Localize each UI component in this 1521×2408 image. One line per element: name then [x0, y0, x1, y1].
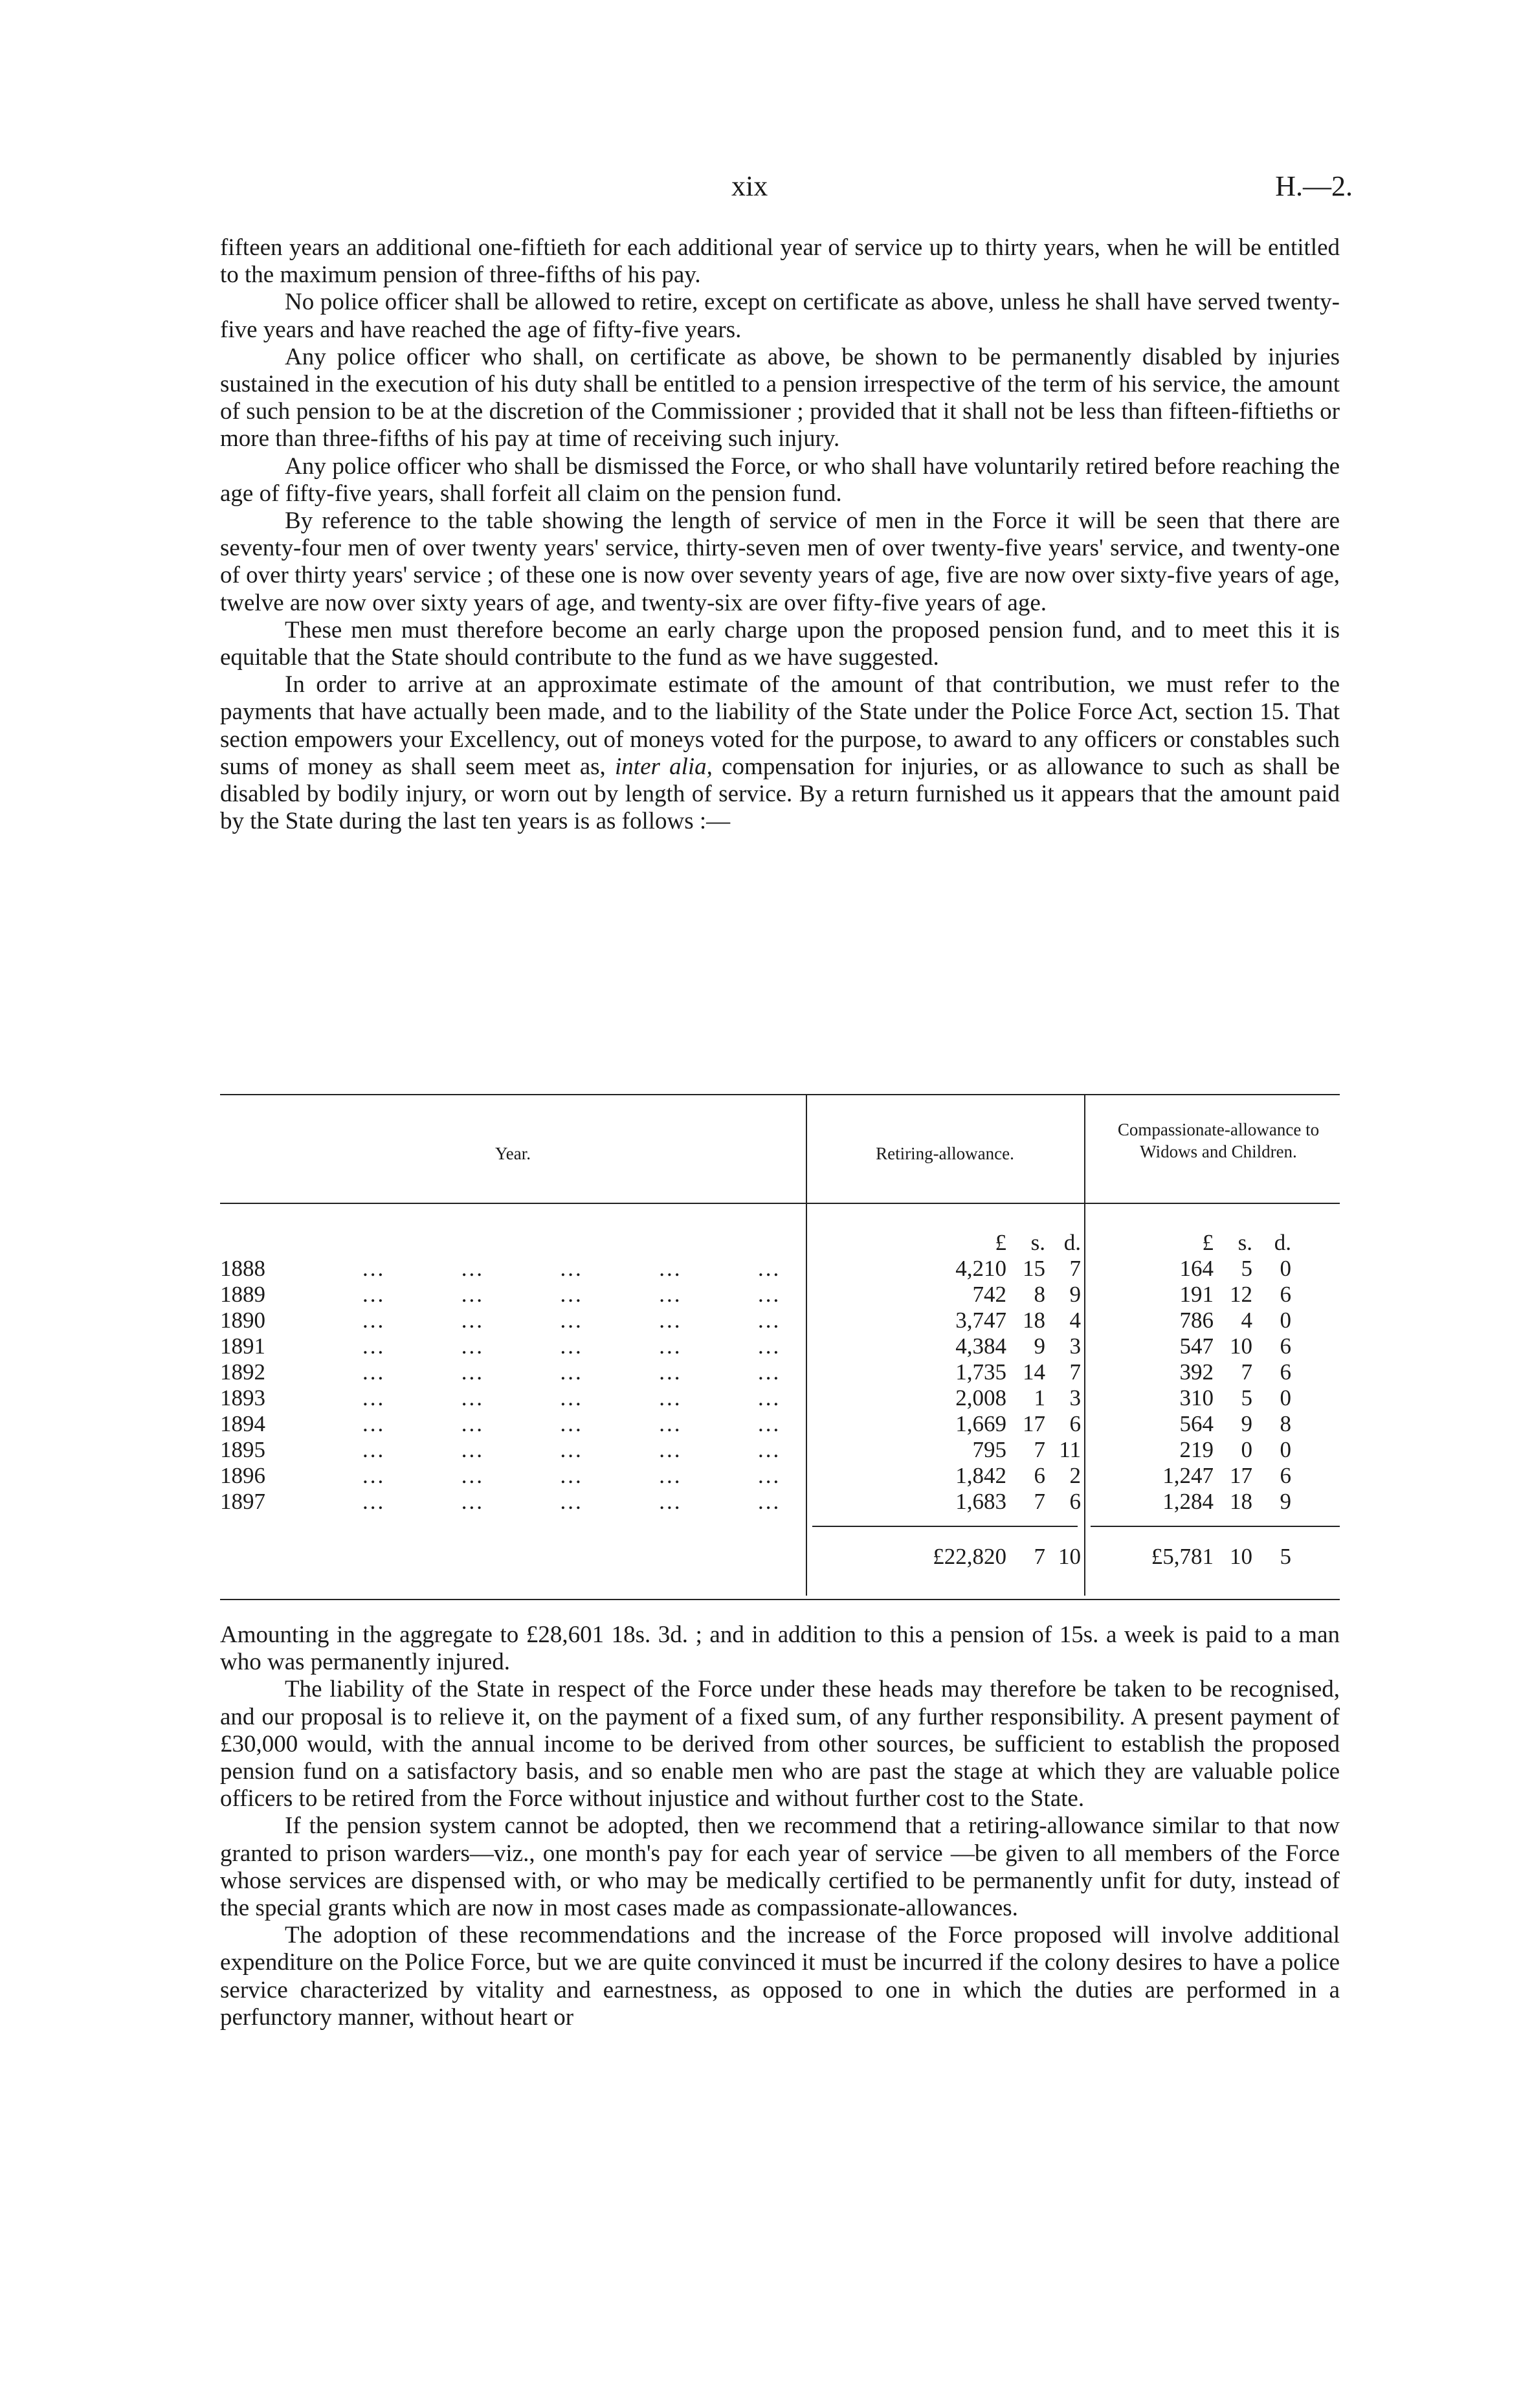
retiring-pounds: 1,735 — [955, 1359, 1006, 1385]
retiring-total-shillings: 7 — [1034, 1544, 1045, 1569]
retiring-pence: 6 — [1069, 1411, 1081, 1436]
retiring-pence: 2 — [1069, 1463, 1081, 1488]
header-year: Year. — [494, 1144, 531, 1163]
header-retiring: Retiring-allowance. — [876, 1144, 1014, 1163]
paragraph: The adoption of these recommendations and the increase of the Force proposed will involve additional expenditure on the Police Force, but we are quite convinced it must be incurred if the colony desires to have a police service characterized by vitality and earnestness, as opposed to one in which the duties are performed in a perfunctory manner, without heart or — [220, 1922, 1340, 2031]
retiring-pounds: 1,669 — [955, 1411, 1006, 1436]
year-cell: 1891 — [220, 1333, 265, 1359]
year-cell: 1895 — [220, 1437, 265, 1462]
column-rule — [806, 1094, 807, 1596]
unit-pence: d. — [1063, 1230, 1081, 1255]
leader-dots: ... ... ... ... ... — [362, 1385, 781, 1410]
italic-phrase: inter alia, — [615, 753, 713, 780]
totals-rule — [812, 1526, 1078, 1527]
retiring-shillings: 9 — [1034, 1333, 1045, 1359]
header-rule — [220, 1203, 1340, 1204]
compassionate-pence: 0 — [1280, 1385, 1291, 1410]
paragraph: In order to arrive at an approximate estimate of the amount of that contribution, we must refer to the payments that have actually been made, and to the liability of the State under the Police Force Act, section 15. That section empowers your Excellency, out of moneys voted for the purpose, to award to any officers or constables such sums of money as shall seem meet as, inter alia, compensation for injuries, or as allowance to such as shall be disabled by bodily injury, or worn out by length of service. By a return furnished us it appears that the amount paid by the State during the last ten years is as follows :— — [220, 671, 1340, 835]
compassionate-shillings: 17 — [1230, 1463, 1252, 1488]
paragraph: No police officer shall be allowed to retire, except on certificate as above, unless he shall have served twenty-five years and have reached the age of fifty-five years. — [220, 289, 1340, 343]
retiring-pence: 11 — [1059, 1437, 1081, 1462]
header-compassionate: Compassionate-allowance to Widows and Children. — [1117, 1120, 1320, 1161]
retiring-total-pence: 10 — [1058, 1544, 1081, 1569]
paragraph: If the pension system cannot be adopted, then we recommend that a retiring-allowance similar to that now granted to prison warders—viz., one month's pay for each year of service —be given to all members of the Force whose services are dispensed with, or who may be medically certified to be permanently unfit for duty, instead of the special grants which are now in most cases made as compassionate-allowances. — [220, 1812, 1340, 1922]
totals-rule — [1091, 1526, 1340, 1527]
retiring-total-pounds: £22,820 — [933, 1544, 1006, 1569]
retiring-pence: 7 — [1069, 1359, 1081, 1385]
table-top-rule — [220, 1094, 1340, 1095]
body-text-bottom — [220, 1622, 1340, 2031]
retiring-pounds: 795 — [972, 1437, 1006, 1462]
year-cell: 1892 — [220, 1359, 265, 1385]
year-cell: 1893 — [220, 1385, 265, 1410]
paragraph: By reference to the table showing the length of service of men in the Force it will be seen that there are seventy-four men of over twenty years' service, thirty-seven men of over twenty-five years' service, and twenty-one of over thirty years' service ; of these one is now over seventy years of age, five are now over sixty-five years of age, twelve are now over sixty years of age, and twenty-six are over fifty-five years of age. — [220, 507, 1340, 616]
compassionate-pounds: 164 — [1179, 1256, 1214, 1281]
retiring-shillings: 15 — [1023, 1256, 1045, 1281]
retiring-pence: 4 — [1069, 1308, 1081, 1333]
compassionate-pence: 6 — [1280, 1333, 1291, 1359]
retiring-pounds: 4,210 — [955, 1256, 1006, 1281]
retiring-shillings: 17 — [1023, 1411, 1045, 1436]
leader-dots: ... ... ... ... ... — [362, 1256, 781, 1281]
retiring-pounds: 1,842 — [955, 1463, 1006, 1488]
compassionate-total-pounds: £5,781 — [1151, 1544, 1214, 1569]
paragraph: Any police officer who shall be dismissed the Force, or who shall have voluntarily retired before reaching the age of fifty-five years, shall forfeit all claim on the pension fund. — [220, 452, 1340, 507]
retiring-pounds: 2,008 — [955, 1385, 1006, 1410]
leader-dots: ... ... ... ... ... — [362, 1333, 781, 1359]
paragraph: Any police officer who shall, on certificate as above, be shown to be permanently disabled by injuries sustained in the execution of his duty shall be entitled to a pension irrespective of the term of his service, the amount of such pension to be at the discretion of the Commissioner ; provided that it shall not be less than fifteen-fiftieths or more than three-fifths of his pay at time of receiving such injury. — [220, 343, 1340, 452]
compassionate-pence: 0 — [1280, 1308, 1291, 1333]
body-text-top — [220, 234, 1340, 835]
leader-dots: ... ... ... ... ... — [362, 1437, 781, 1462]
paragraph: The liability of the State in respect of the Force under these heads may therefore be taken to be recognised, and our proposal is to relieve it, on the payment of a fixed sum, of any further responsibility. A present payment of £30,000 would, with the annual income to be derived from other sources, be sufficient to establish the proposed pension fund on a satisfactory basis, and so enable men who are past the stage at which they are valuable police officers to be retired from the Force without injustice and without further cost to the State. — [220, 1676, 1340, 1812]
compassionate-pence: 6 — [1280, 1359, 1291, 1385]
compassionate-total-pence: 5 — [1280, 1544, 1291, 1569]
retiring-pence: 3 — [1069, 1333, 1081, 1359]
unit-pounds: £ — [1202, 1230, 1214, 1255]
retiring-pence: 9 — [1069, 1282, 1081, 1307]
retiring-pounds: 4,384 — [955, 1333, 1006, 1359]
compassionate-pounds: 392 — [1179, 1359, 1214, 1385]
compassionate-pounds: 219 — [1179, 1437, 1214, 1462]
retiring-pounds: 1,683 — [955, 1489, 1006, 1514]
retiring-pence: 3 — [1069, 1385, 1081, 1410]
page-header — [0, 170, 1521, 208]
compassionate-pounds: 1,284 — [1162, 1489, 1214, 1514]
retiring-pounds: 742 — [972, 1282, 1006, 1307]
paragraph: fifteen years an additional one-fiftieth for each additional year of service up to thirty years, when he will be entitled to the maximum pension of three-fifths of his pay. — [220, 234, 1340, 289]
compassionate-shillings: 9 — [1241, 1411, 1252, 1436]
compassionate-pounds: 564 — [1179, 1411, 1214, 1436]
compassionate-pence: 8 — [1280, 1411, 1291, 1436]
year-cell: 1896 — [220, 1463, 265, 1488]
unit-shillings: s. — [1238, 1230, 1252, 1255]
unit-shillings: s. — [1030, 1230, 1045, 1255]
compassionate-pounds: 310 — [1179, 1385, 1214, 1410]
leader-dots: ... ... ... ... ... — [362, 1308, 781, 1333]
compassionate-shillings: 18 — [1230, 1489, 1252, 1514]
document-reference: H.—2. — [1275, 170, 1353, 202]
retiring-pence: 7 — [1069, 1256, 1081, 1281]
compassionate-shillings: 5 — [1241, 1256, 1252, 1281]
leader-dots: ... ... ... ... ... — [362, 1359, 781, 1385]
compassionate-pounds: 191 — [1179, 1282, 1214, 1307]
leader-dots: ... ... ... ... ... — [362, 1463, 781, 1488]
retiring-shillings: 6 — [1034, 1463, 1045, 1488]
retiring-pounds: 3,747 — [955, 1308, 1006, 1333]
leader-dots: ... ... ... ... ... — [362, 1489, 781, 1514]
paragraph: Amounting in the aggregate to £28,601 18s. 3d. ; and in addition to this a pension of 15s. a week is paid to a man who was permanently injured. — [220, 1622, 1340, 1676]
compassionate-pence: 9 — [1280, 1489, 1291, 1514]
year-cell: 1890 — [220, 1308, 265, 1333]
page-number: xix — [731, 170, 768, 202]
compassionate-pence: 0 — [1280, 1256, 1291, 1281]
retiring-shillings: 18 — [1023, 1308, 1045, 1333]
unit-pounds: £ — [995, 1230, 1006, 1255]
retiring-shillings: 14 — [1023, 1359, 1045, 1385]
compassionate-shillings: 4 — [1241, 1308, 1252, 1333]
compassionate-shillings: 0 — [1241, 1437, 1252, 1462]
unit-pence: d. — [1274, 1230, 1291, 1255]
retiring-shillings: 8 — [1034, 1282, 1045, 1307]
compassionate-pounds: 1,247 — [1162, 1463, 1214, 1488]
table-bottom-rule — [220, 1599, 1340, 1600]
compassionate-shillings: 10 — [1230, 1333, 1252, 1359]
column-rule — [1084, 1094, 1085, 1596]
year-cell: 1897 — [220, 1489, 265, 1514]
compassionate-pence: 6 — [1280, 1463, 1291, 1488]
retiring-shillings: 7 — [1034, 1489, 1045, 1514]
compassionate-shillings: 12 — [1230, 1282, 1252, 1307]
compassionate-pence: 6 — [1280, 1282, 1291, 1307]
compassionate-total-shillings: 10 — [1230, 1544, 1252, 1569]
compassionate-pounds: 547 — [1179, 1333, 1214, 1359]
compassionate-shillings: 5 — [1241, 1385, 1252, 1410]
year-cell: 1889 — [220, 1282, 265, 1307]
year-cell: 1894 — [220, 1411, 265, 1436]
paragraph: These men must therefore become an early charge upon the proposed pension fund, and to meet this it is equitable that the State should contribute to the fund as we have suggested. — [220, 616, 1340, 671]
compassionate-pounds: 786 — [1179, 1308, 1214, 1333]
year-cell: 1888 — [220, 1256, 265, 1281]
retiring-shillings: 1 — [1034, 1385, 1045, 1410]
retiring-pence: 6 — [1069, 1489, 1081, 1514]
compassionate-pence: 0 — [1280, 1437, 1291, 1462]
compassionate-shillings: 7 — [1241, 1359, 1252, 1385]
leader-dots: ... ... ... ... ... — [362, 1282, 781, 1307]
retiring-shillings: 7 — [1034, 1437, 1045, 1462]
leader-dots: ... ... ... ... ... — [362, 1411, 781, 1436]
